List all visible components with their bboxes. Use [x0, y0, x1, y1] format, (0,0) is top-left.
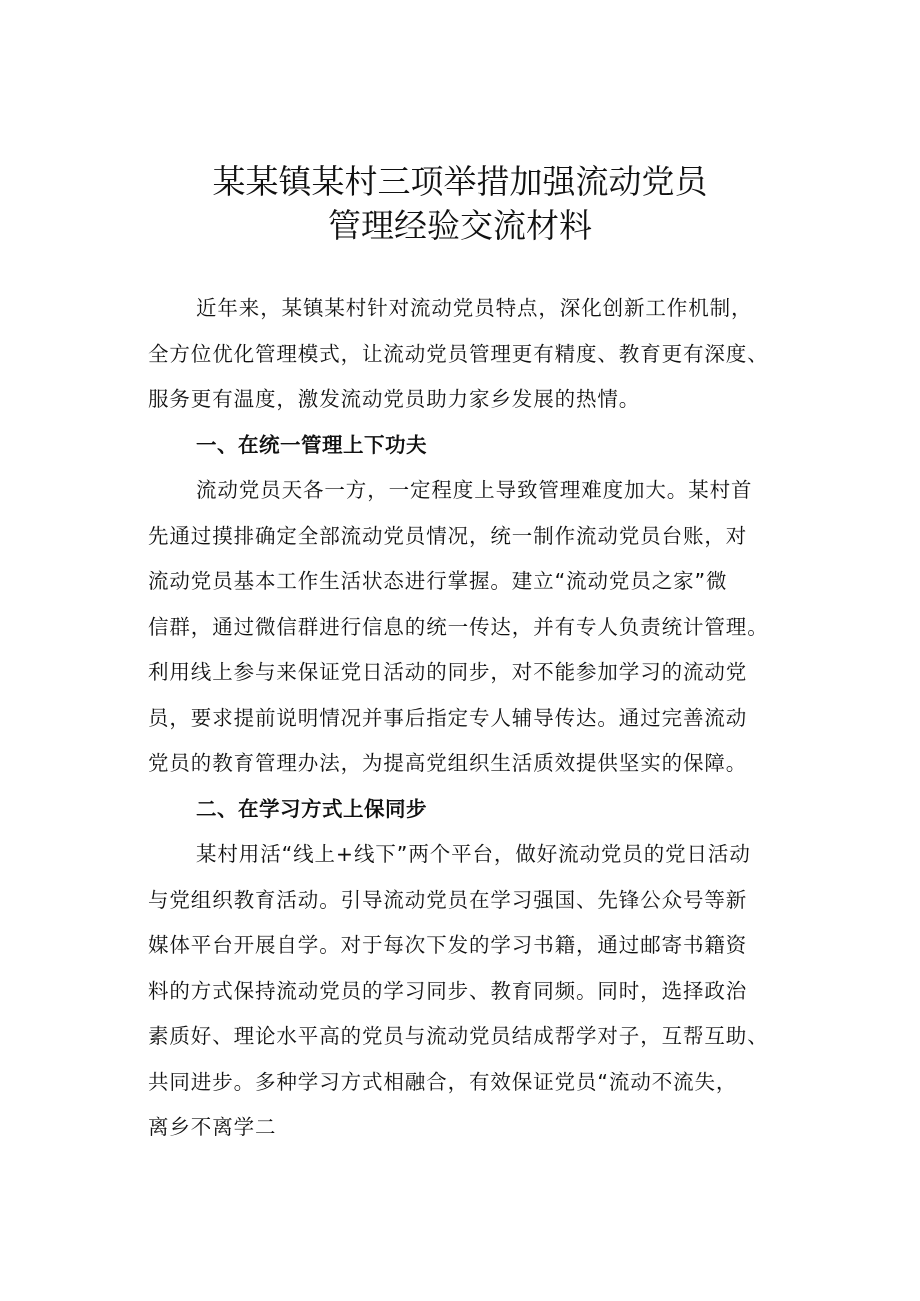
text-line: 信群，通过微信群进行信息的统一传达，并有专人负责统计管理。: [148, 614, 769, 639]
text-line: 服务更有温度，激发流动党员助力家乡发展的热情。: [148, 387, 641, 411]
text-line: 近年来，某镇某村针对流动党员特点，深化创新工作机制，: [196, 296, 753, 320]
text-line: 素质好、理论水平高的党员与流动党员结成帮学对子，互帮互助、: [148, 1024, 769, 1048]
text-line: 媒体平台开展自学。对于每次下发的学习书籍，通过邮寄书籍资: [148, 933, 748, 957]
text-line: 某村用活“线上+线下”两个平台，做好流动党员的党日活动: [196, 842, 751, 866]
text-line: 离乡不离学二: [148, 1115, 277, 1139]
document-body: [148, 286, 816, 1151]
text-line: 料的方式保持流动党员的学习同步、教育同频。同时，选择政治: [148, 978, 748, 1003]
title-line-2: 管理经验交流材料: [328, 206, 592, 245]
section-heading-1: 一、在统一管理上下功夫: [196, 432, 427, 457]
text-line: 与党组织教育活动。引导流动党员在学习强国、先锋公众号等新: [148, 887, 748, 912]
text-line: 共同进步。多种学习方式相融合，有效保证党员“流动不流失，: [148, 1069, 738, 1094]
section-heading-2: 二、在学习方式上保同步: [196, 796, 427, 821]
text-line: 流动党员天各一方，一定程度上导致管理难度加大。某村首: [196, 478, 753, 502]
text-line: 先通过摸排确定全部流动党员情况，统一制作流动党员台账，对: [148, 523, 748, 548]
text-line: 全方位优化管理模式，让流动党员管理更有精度、教育更有深度、: [148, 341, 769, 366]
text-line: 党员的教育管理办法，为提高党组织生活质效提供坚实的保障。: [148, 751, 748, 775]
title-line-1: 某某镇某村三项举措加强流动党员: [212, 162, 708, 201]
text-line: 流动党员基本工作生活状态进行掌握。建立“流动党员之家”微: [148, 569, 728, 593]
document-title: [0, 160, 920, 248]
text-line: 利用线上参与来保证党日活动的同步，对不能参加学习的流动党: [148, 660, 748, 684]
text-line: 员，要求提前说明情况并事后指定专人辅导传达。通过完善流动: [148, 705, 748, 730]
